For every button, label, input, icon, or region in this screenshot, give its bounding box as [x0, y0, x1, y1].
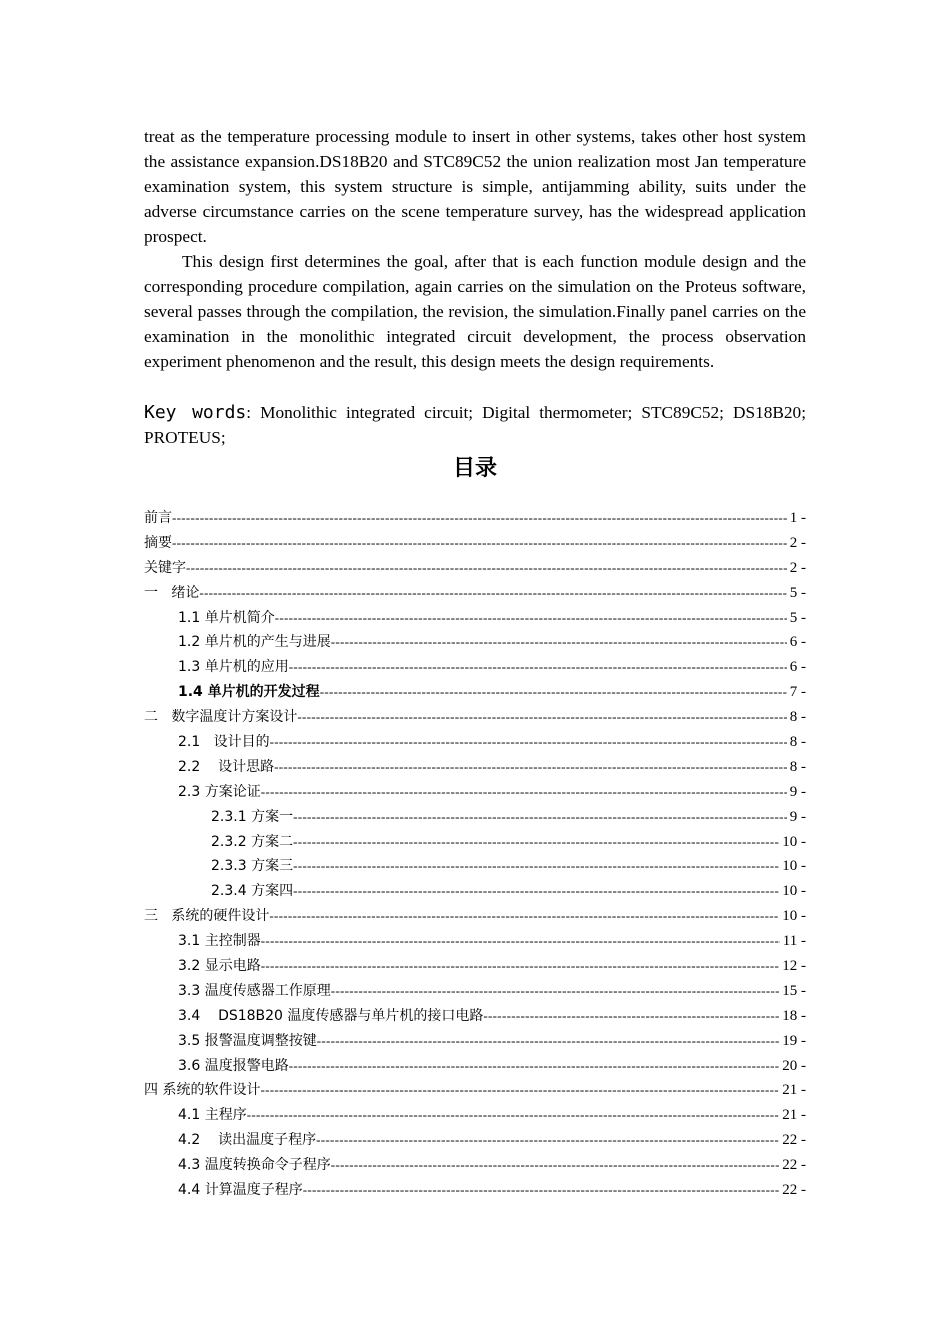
toc-entry[interactable] — [144, 1030, 806, 1055]
toc-entry-page: 18 - — [782, 1007, 806, 1024]
toc-leader-dashes — [331, 1157, 780, 1173]
toc-leader-dashes — [293, 858, 779, 874]
toc-entry[interactable] — [144, 507, 806, 532]
toc-entry-page: 6 - — [789, 634, 806, 651]
toc-entry-page: 2 - — [789, 534, 806, 551]
toc-leader-dashes — [270, 734, 787, 750]
toc-entry-label: 1.2 单片机的产生与进展 — [178, 634, 331, 651]
toc-entry-page: 10 - — [782, 858, 806, 875]
toc-entry-label: 4.2 读出温度子程序 — [178, 1132, 317, 1149]
toc-entry-label: 3.3 温度传感器工作原理 — [178, 982, 331, 999]
toc-entry-label: 前言 — [144, 510, 172, 526]
toc-entry-page: 6 - — [789, 659, 806, 676]
toc-entry-label: 2.3 方案论证 — [178, 783, 261, 800]
toc-leader-dashes — [261, 958, 780, 974]
toc-entry-label: 3.6 温度报警电路 — [178, 1057, 289, 1074]
toc-leader-dashes — [275, 610, 787, 626]
toc-entry-page: 10 - — [782, 908, 806, 925]
toc-entry-label: 4.4 计算温度子程序 — [178, 1182, 303, 1199]
toc-entry-page: 8 - — [789, 734, 806, 751]
table-of-contents — [144, 507, 806, 1204]
toc-leader-dashes — [274, 759, 787, 775]
abstract-paragraph-1: treat as the temperature processing module to insert in other systems, takes other host system the assistance expansion.DS18B20 and STC89C52 the union realization most Jan temperature examination system, this system structure is simple, antijamming ability, suits under the adverse circumstance carries on the scene temperature survey, has the widespread application prospect. — [144, 127, 806, 246]
toc-entry[interactable] — [144, 880, 806, 905]
toc-entry-label: 关键字 — [144, 559, 186, 576]
toc-entry[interactable] — [144, 1129, 806, 1154]
toc-leader-dashes — [297, 709, 786, 725]
toc-entry-label: 3.1 主控制器 — [178, 933, 261, 950]
document-page — [144, 124, 806, 1204]
toc-title: 目录 — [452, 456, 497, 481]
toc-entry[interactable] — [144, 955, 806, 980]
toc-entry[interactable] — [144, 930, 806, 955]
toc-entry-label: 3.2 显示电路 — [178, 958, 261, 975]
toc-entry-label: 三 系统的硬件设计 — [144, 908, 270, 925]
toc-leader-dashes — [260, 1082, 779, 1098]
toc-entry-label: 2.2 设计思路 — [178, 758, 275, 775]
toc-entry-page: 19 - — [782, 1032, 806, 1049]
toc-leader-dashes — [293, 809, 787, 825]
toc-entry-page: 10 - — [782, 833, 806, 850]
toc-entry[interactable] — [144, 806, 806, 831]
toc-entry-label: 1.3 单片机的应用 — [178, 659, 289, 676]
toc-entry-label: 摘要 — [144, 534, 172, 551]
toc-entry-page: 8 - — [789, 709, 806, 726]
toc-entry[interactable] — [144, 756, 806, 781]
abstract-paragraph-2: This design first determines the goal, after that is each function module design and the corresponding procedure compilation, again carries on the simulation on the Proteus software, several passes through the compilation, the revision, the simulation.Finally panel carries on the examination in the monolithic integrated circuit development, the process observation experiment phenomenon and the result, this design meets the design requirements. — [144, 252, 806, 371]
toc-entry-page: 1 - — [789, 510, 806, 526]
toc-entry[interactable] — [144, 1154, 806, 1179]
toc-entry[interactable] — [144, 656, 806, 681]
toc-entry-label: 4.3 温度转换命令子程序 — [178, 1157, 331, 1174]
toc-entry-page: 8 - — [789, 758, 806, 775]
toc-leader-dashes — [289, 659, 787, 675]
toc-entry[interactable] — [144, 855, 806, 880]
toc-entry-page: 5 - — [789, 609, 806, 626]
toc-leader-dashes — [316, 1132, 779, 1148]
toc-entry-page: 21 - — [782, 1082, 806, 1099]
toc-entry-label: 3.5 报警温度调整按键 — [178, 1032, 317, 1049]
toc-entry-label: 2.3.4 方案四 — [211, 883, 294, 900]
toc-entry-label: 2.1 设计目的 — [178, 734, 270, 751]
toc-entry[interactable] — [144, 631, 806, 656]
toc-entry-label: 4.1 主程序 — [178, 1107, 247, 1124]
toc-entry-label: 二 数字温度计方案设计 — [144, 709, 298, 726]
toc-leader-dashes — [293, 834, 779, 850]
toc-entry[interactable] — [144, 557, 806, 582]
toc-entry[interactable] — [144, 607, 806, 632]
keywords-line — [144, 400, 806, 450]
toc-entry[interactable] — [144, 1179, 806, 1204]
toc-entry[interactable] — [144, 781, 806, 806]
toc-entry[interactable] — [144, 831, 806, 856]
toc-entry-label: 1.4 单片机的开发过程 — [178, 684, 320, 701]
toc-leader-dashes — [199, 585, 786, 601]
toc-entry-label: 2.3.3 方案三 — [211, 858, 294, 875]
toc-entry[interactable] — [144, 980, 806, 1005]
toc-entry-label: 3.4 DS18B20 温度传感器与单片机的接口电路 — [178, 1007, 484, 1024]
toc-entry-page: 22 - — [782, 1182, 806, 1199]
toc-entry-page: 9 - — [789, 808, 806, 825]
toc-entry-label: 四 系统的软件设计 — [144, 1082, 261, 1099]
toc-entry[interactable] — [144, 1005, 806, 1030]
keywords-text: Monolithic integrated circuit; Digital thermometer; STC89C52; DS18B20; PROTEUS; — [144, 403, 806, 447]
toc-entry-page: 21 - — [782, 1107, 806, 1124]
toc-leader-dashes — [303, 1182, 780, 1198]
toc-entry-page: 7 - — [789, 684, 806, 701]
toc-leader-dashes — [261, 784, 787, 800]
toc-entry[interactable] — [144, 706, 806, 731]
toc-entry-label: 一 绪论 — [144, 584, 200, 601]
toc-entry-label: 1.1 单片机简介 — [178, 609, 275, 626]
toc-leader-dashes — [320, 684, 787, 700]
toc-leader-dashes — [331, 634, 787, 650]
toc-entry-page: 20 - — [782, 1057, 806, 1074]
toc-entry-page: 5 - — [789, 584, 806, 601]
keywords-label: Key words — [144, 402, 247, 423]
toc-leader-dashes — [317, 1033, 780, 1049]
toc-entry[interactable] — [144, 1079, 806, 1104]
toc-entry[interactable] — [144, 1055, 806, 1080]
toc-leader-dashes — [293, 883, 779, 899]
toc-entry-page: 9 - — [789, 783, 806, 800]
toc-leader-dashes — [186, 560, 787, 576]
toc-leader-dashes — [261, 933, 780, 949]
toc-entry-page: 15 - — [782, 982, 806, 999]
toc-entry[interactable] — [144, 905, 806, 930]
toc-entry-page: 2 - — [789, 559, 806, 576]
toc-leader-dashes — [269, 908, 779, 924]
toc-leader-dashes — [172, 535, 787, 551]
toc-leader-dashes — [331, 983, 780, 999]
toc-leader-dashes — [289, 1058, 780, 1074]
toc-entry-label: 2.3.2 方案二 — [211, 833, 294, 850]
toc-entry-page: 12 - — [782, 958, 806, 975]
toc-leader-dashes — [247, 1107, 780, 1123]
toc-entry-label: 2.3.1 方案一 — [211, 808, 294, 825]
keywords-separator: : — [246, 403, 252, 422]
toc-entry[interactable] — [144, 731, 806, 756]
toc-leader-dashes — [172, 510, 787, 526]
toc-entry[interactable] — [144, 532, 806, 557]
toc-entry-page: 11 - — [782, 933, 806, 950]
toc-entry-page: 22 - — [782, 1132, 806, 1149]
toc-leader-dashes — [483, 1008, 779, 1024]
toc-entry[interactable] — [144, 1104, 806, 1129]
toc-entry-page: 10 - — [782, 883, 806, 900]
toc-entry[interactable] — [144, 681, 806, 706]
toc-entry-page: 22 - — [782, 1157, 806, 1174]
toc-entry[interactable] — [144, 582, 806, 607]
